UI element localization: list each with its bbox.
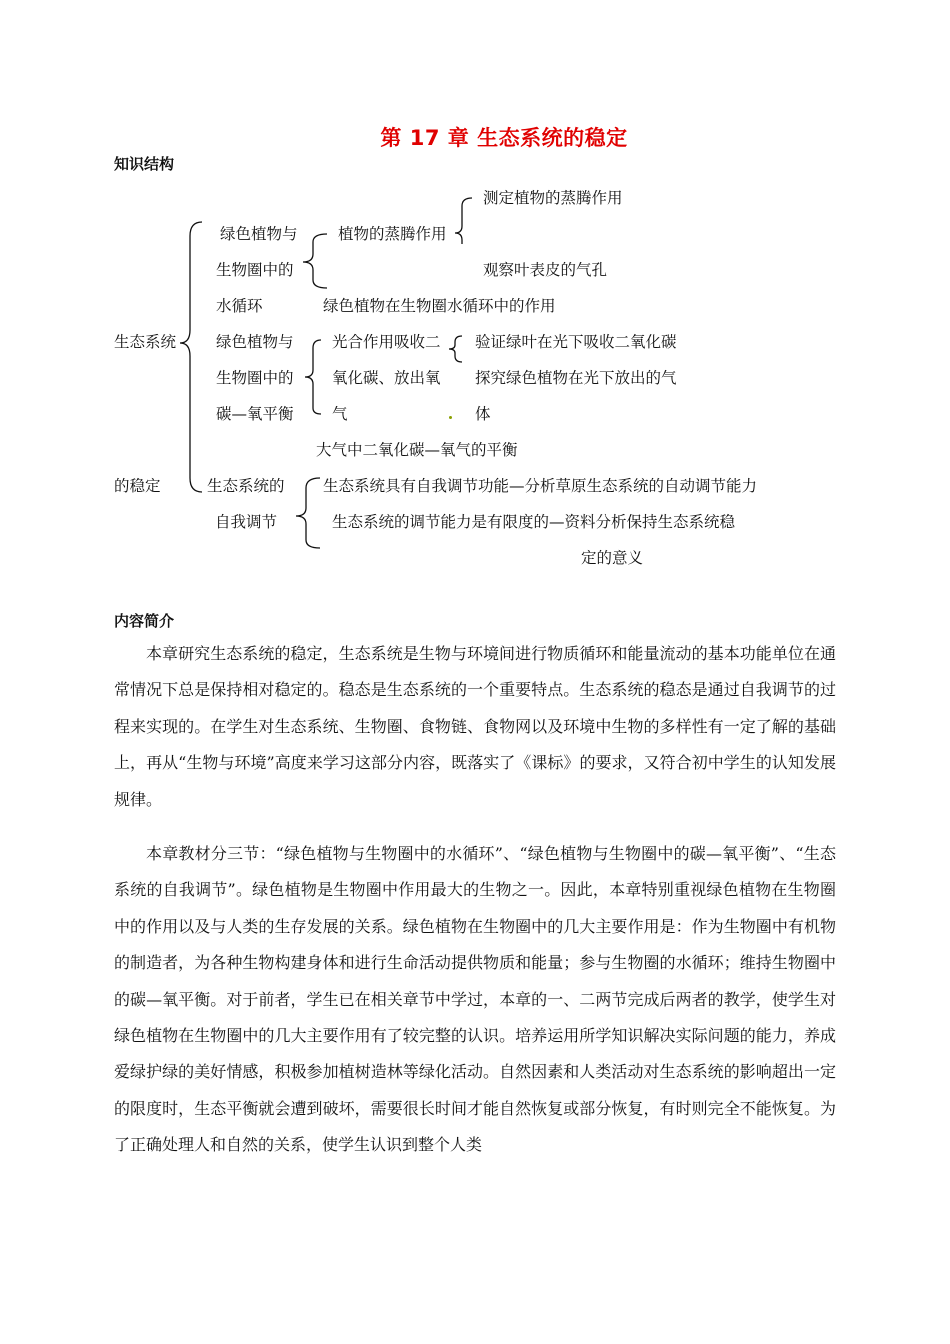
- carbon-label-line1: 绿色植物与: [216, 333, 294, 351]
- water-sub-stomata: 观察叶表皮的气孔: [483, 261, 608, 279]
- carbon-sub-explore-line1: 探究绿色植物在光下放出的气: [475, 369, 677, 387]
- carbon-brace: [305, 340, 321, 414]
- root-label-line2: 的稳定: [114, 477, 161, 495]
- selfreg-brace: [296, 478, 320, 548]
- intro-paragraph-2: 本章教材分三节：“绿色植物与生物圈中的水循环”、“绿色植物与生物圈中的碳—氧平衡”、“生态系统的自我调节”。绿色植物是生物圈中作用最大的生物之一。因此，本章特别重视绿色植物在生物圈中的作用以及与人类的生存发展的关系。绿色植物在生物圈中的几大主要作用是：作为生物圈中有机物的制造者，为各种生物构建身体和进行生命活动提供物质和能量；参与生物圈的水循环；维持生物圈中的碳—氧平衡。对于前者，学生已在相关章节中学过，本章的一、二两节完成后两者的教学，使学生对绿色植物在生物圈中的几大主要作用有了较完整的认识。培养运用所学知识解决实际问题的能力，养成爱绿护绿的美好情感，积极参加植树造林等绿化活动。自然因素和人类活动对生态系统的影响超出一定的限度时，生态平衡就会遭到破坏，需要很长时间才能自然恢复或部分恢复，有时则完全不能恢复。为了正确处理人和自然的关系，使学生认识到整个人类: [114, 844, 836, 1155]
- structure-heading: 知识结构: [114, 155, 175, 173]
- carbon-sub-photosynthesis-line3: 气: [332, 405, 348, 423]
- photosynthesis-brace: [449, 336, 462, 362]
- stray-dot: [449, 416, 452, 419]
- page-title: 第 17 章 生态系统的稳定: [380, 126, 628, 150]
- selfreg-label-line1: 生态系统的: [207, 477, 285, 495]
- carbon-sub-explore-line2: 体: [475, 405, 491, 423]
- carbon-label-line2: 生物圈中的: [216, 369, 294, 387]
- selfreg-sub-function: 生态系统具有自我调节功能—分析草原生态系统的自动调节能力: [323, 477, 758, 495]
- intro-heading: 内容简介: [114, 612, 175, 630]
- carbon-label-line3: 碳—氧平衡: [216, 405, 294, 423]
- selfreg-sub-limit-line1: 生态系统的调节能力是有限度的—资料分析保持生态系统稳: [332, 513, 736, 531]
- carbon-sub-photosynthesis-line2: 氧化碳、放出氧: [332, 369, 441, 387]
- carbon-sub-balance: 大气中二氧化碳—氧气的平衡: [316, 441, 518, 459]
- carbon-sub-verify: 验证绿叶在光下吸收二氧化碳: [475, 333, 677, 351]
- root-brace: [180, 222, 202, 492]
- transpiration-brace: [455, 198, 472, 244]
- water-brace: [303, 234, 327, 288]
- water-label-line1: 绿色植物与: [220, 225, 298, 243]
- selfreg-label-line2: 自我调节: [215, 513, 278, 531]
- carbon-sub-photosynthesis-line1: 光合作用吸收二: [332, 333, 441, 351]
- selfreg-sub-limit-line2: 定的意义: [581, 549, 644, 567]
- water-sub-transpiration: 植物的蒸腾作用: [338, 225, 447, 243]
- water-label-line3: 水循环: [216, 297, 263, 315]
- root-label-line1: 生态系统: [114, 333, 177, 351]
- intro-paragraph-1: 本章研究生态系统的稳定，生态系统是生物与环境间进行物质循环和能量流动的基本功能单位在通常情况下总是保持相对稳定的。稳态是生态系统的一个重要特点。生态系统的稳态是通过自我调节的过程来实现的。在学生对生态系统、生物圈、食物链、食物网以及环境中生物的多样性有一定了解的基础上，再从“生物与环境”高度来学习这部分内容，既落实了《课标》的要求，又符合初中学生的认知发展规律。: [114, 644, 836, 809]
- water-sub-role: 绿色植物在生物圈水循环中的作用: [323, 297, 556, 315]
- water-sub-measure: 测定植物的蒸腾作用: [483, 189, 623, 207]
- water-label-line2: 生物圈中的: [216, 261, 294, 279]
